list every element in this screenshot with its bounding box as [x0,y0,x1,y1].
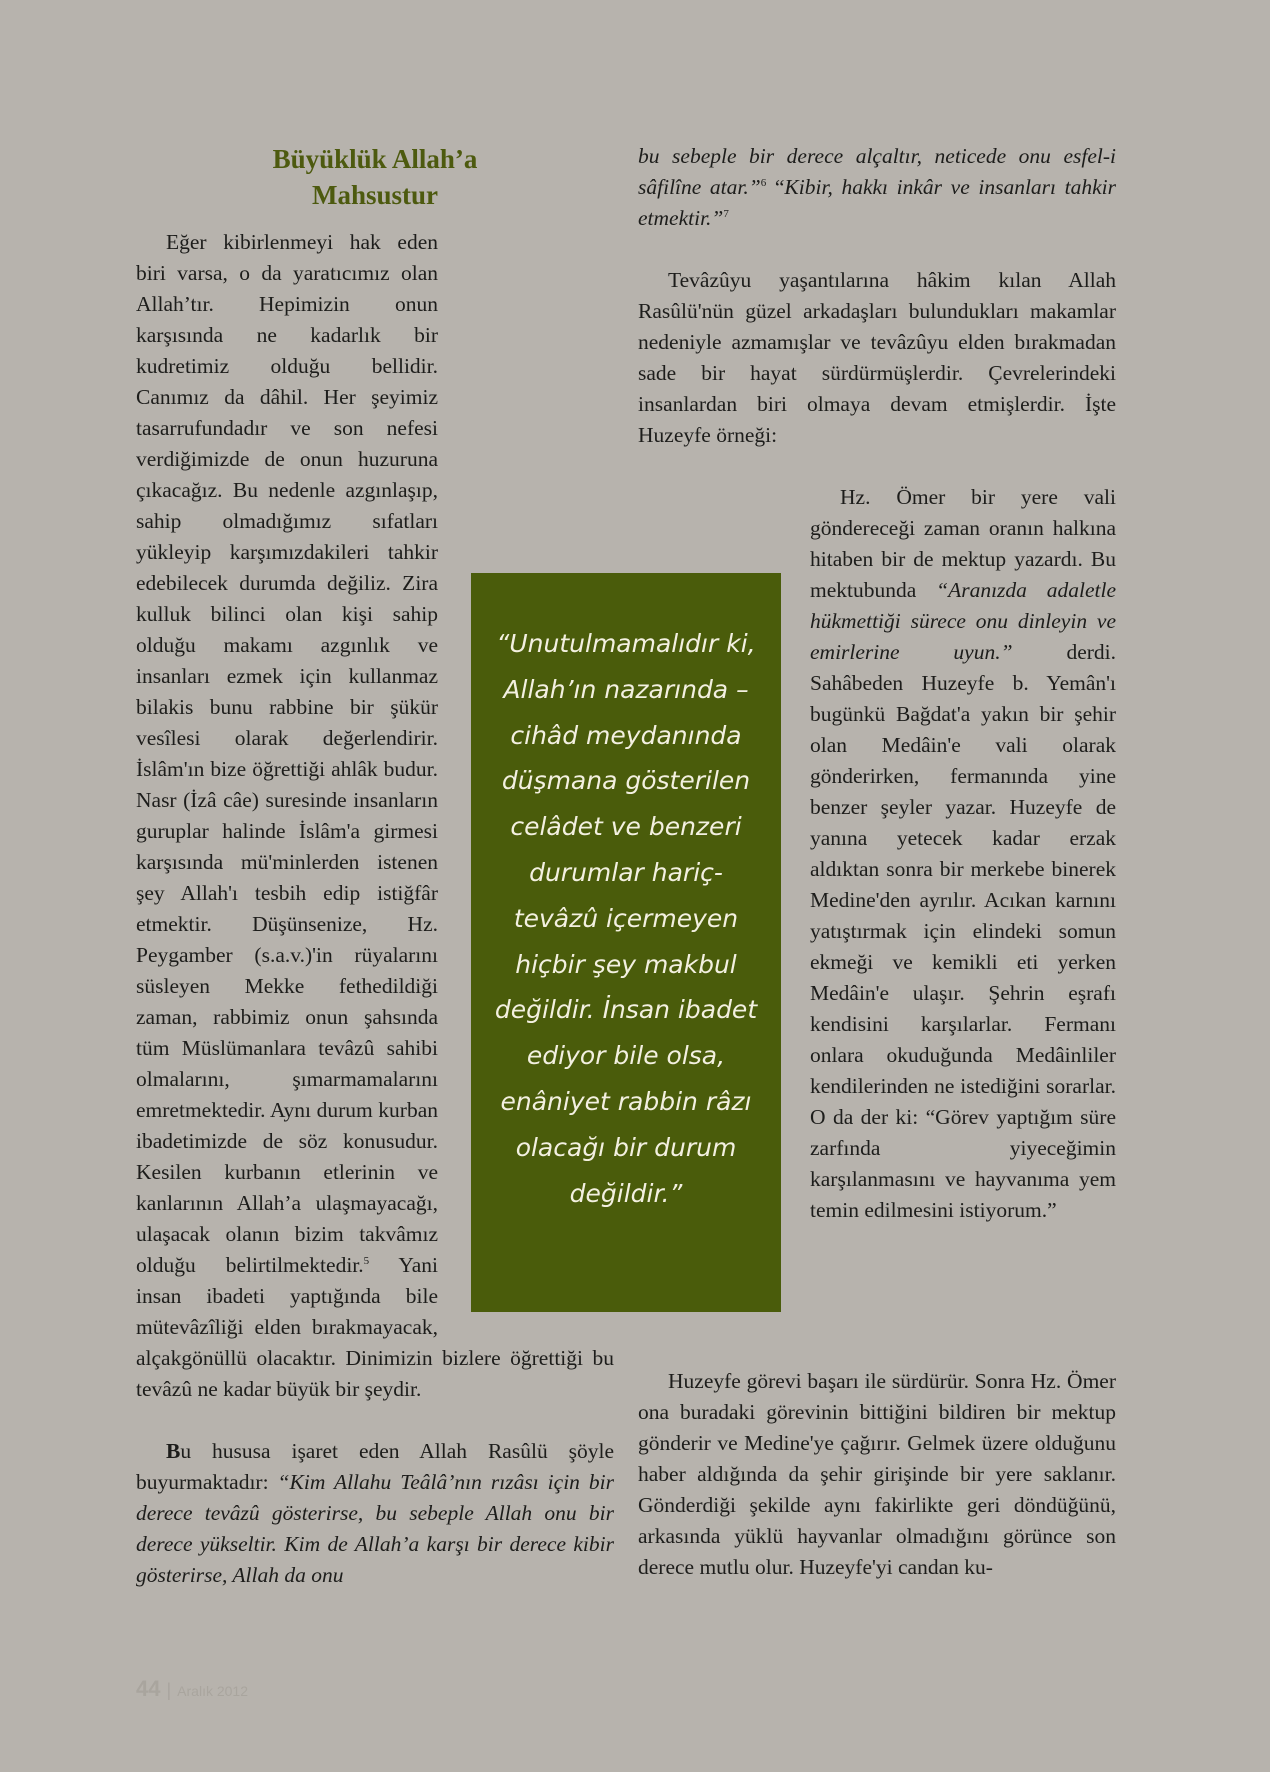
footer-separator: | [166,1680,172,1700]
page-number: 44 [136,1676,161,1701]
body-text: u hususa işaret eden Allah Rasûlü şöyle buyurmaktadır: [136,1439,614,1494]
body-paragraph [638,265,1116,451]
page-footer [136,1676,248,1702]
inline-quote: “Aranızda adaletle hükmettiği sürece onu dinleyin ve emirlerine uyun.” [810,578,1116,664]
body-paragraph [638,1366,1116,1583]
pull-quote-box [471,573,781,1312]
footnote-ref: 5 [363,1254,370,1267]
body-text: Eğer kibirlenmeyi hak eden biri varsa, o da yaratıcımız olan Allah’tır. Hepimizin onun karşısında ne kadarlık bir kudretimiz olduğu bellidir. Canımız da dâhil. Her şeyimiz tasarrufundadır ve son nefesi verdiğimizde de onun huzuruna çıkacağız. Bu nedenle azgınlaşıp, sahip olmadığımız sıfatları yükleyip karşımızdakileri tahkir edebilecek durumda değiliz. Zira kulluk bilinci olan kişi sahip olduğu makamı azgınlık ve insanları ezmek için kullanmaz bilakis bunu rabbine bir şükür vesîlesi olarak değerlendirir. İslâm'ın bize öğrettiği ahlâk budur. Nasr (İzâ câe) suresinde insanların guruplar halinde İslâm'a girmesi karşısında mü'minlerden istenen şey Allah'ı tesbih edip istiğfâr etmektir. Düşünsenize, Hz. Peygamber (s.a.v.)'in rüyalarını süsleyen Mekke fethedildiği zaman, rabbimiz onun şahsında tüm Müslümanlara tevâzû sahibi olmalarını, şımarmamalarını emretmektedir. Aynı durum kurban ibadetimizde de söz konusudur. Kesilen kurbanın etlerinin ve kanlarının Allah’a ulaşmayacağı, ulaşacak olanın bizim takvâmız olduğu belirtilmektedir. [136,230,438,1277]
body-text: Huzeyfe görevi başarı ile sürdürür. Sonra Hz. Ömer ona buradaki görevinin bittiğini bildiren bir mektup gönderir ve Medine'ye çağırır. Gelmek üzere olduğunu haber aldığında da şehir girişinde bir yere saklanır. Gönderdiği şekilde aynı fakirlikte geri döndüğünü, arkasında yüklü hayvanlar olmadığını görünce son derece mutlu olur. Huzeyfe'yi candan ku- [638,1369,1116,1579]
quote-mark: “ [766,175,785,199]
issue-date: Aralık 2012 [177,1683,248,1699]
section-heading [136,141,614,227]
heading-line-1: Büyüklük Allah’a [272,144,478,174]
hadith-quote: Kibir, hakkı inkâr ve insanları tahkir etmektir.” [638,175,1117,230]
hadith-quote: bu sebeple bir derece alçaltır, neticede onu esfel-i sâfilîne atar.” [638,144,1116,199]
body-paragraph [136,1436,614,1591]
hadith-quote: “Kim Allahu Teâlâ’nın rızâsı için bir derece tevâzû gösterirse, bu sebeple Allah onu bir derece yükseltir. Kim de Allah’a karşı bir derece kibir gösterirse, Allah da onu [136,1470,614,1587]
footnote-ref: 6 [760,176,767,189]
drop-letter: B [166,1439,181,1463]
footnote-ref: 7 [723,207,729,220]
body-text: Hz. Ömer bir yere vali göndereceği zaman oranın halkına hitaben bir de mektup yazardı. Bu mektubunda [810,485,1116,602]
pull-quote-text: “Unutulmamalıdır ki, Allah’ın nazarında –cihâd meydanında düşmana gösterilen celâdet ve benzeri durumlar hariç- tevâzû içermeyen hiçbir şey makbul değildir. İnsan ibadet ediyor bile olsa, enâniyet rabbin râzı olacağı bir durum değildir.” [494,629,758,1208]
body-text: Tevâzûyu yaşantılarına hâkim kılan Allah Rasûlü'nün güzel arkadaşları bulundukları makamlar nedeniyle azmamışlar ve tevâzûyu elden bırakmadan sade bir hayat sürdürmüşlerdir. Çevrelerindeki insanlardan biri olmaya devam etmişlerdir. İşte Huzeyfe örneği: [638,268,1116,447]
heading-line-2: Mahsustur [311,180,439,210]
body-text: Yani insan ibadeti yaptığında bile mütevâzîliği elden bırakmayacak, alçakgönüllü olacaktır. Dinimizin bizlere öğrettiği bu tevâzû ne kadar büyük bir şeydir. [136,1253,614,1401]
body-paragraph [638,141,1116,234]
body-text: derdi. Sahâbeden Huzeyfe b. Yemân'ı bugünkü Bağdat'a yakın bir şehir olan Medâin'e vali olarak gönderirken, fermanında yine benzer şeyler yazar. Huzeyfe de yanına yetecek kadar erzak aldıktan sonra bir merkebe binerek Medine'den ayrılır. Acıkan karnını yatıştırmak için elindeki somun ekmeği ve kemikli eti yerken Medâin'e ulaşır. Şehrin eşrafı kendisini karşılarlar. Fermanı onlara okuduğunda Medâinliler kendilerinden ne istediğini sorarlar. O da der ki: “Görev yaptığım süre zarfında yiyeceğimin karşılanmasını ve hayvanıma yem temin edilmesini istiyorum.” [810,640,1116,1222]
